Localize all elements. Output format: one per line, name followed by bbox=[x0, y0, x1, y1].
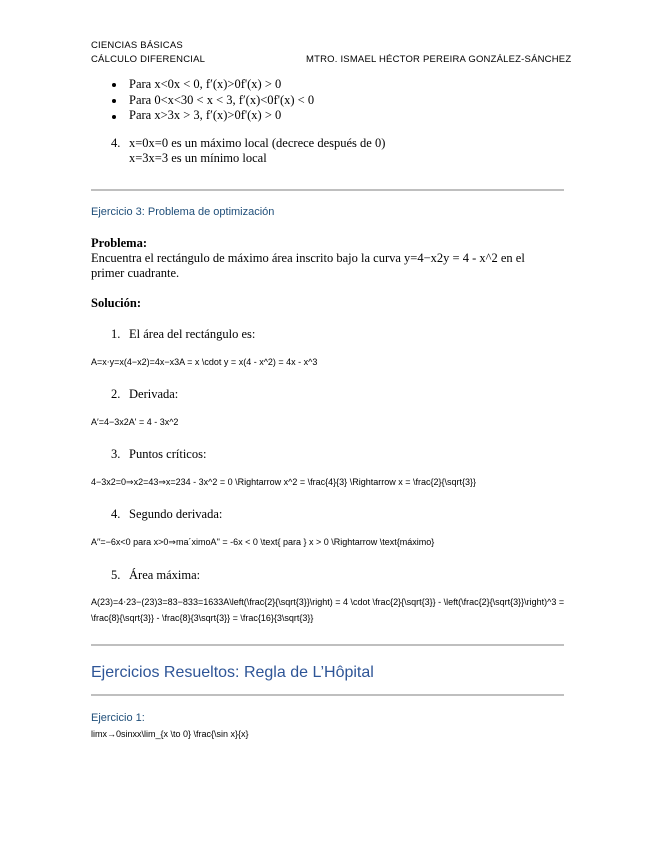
section-divider bbox=[91, 694, 564, 696]
item4-number: 4. bbox=[111, 136, 121, 150]
header-subject: CIENCIAS BÁSICAS bbox=[91, 40, 183, 51]
step-number: 5. bbox=[111, 568, 121, 582]
step-number: 1. bbox=[111, 327, 121, 341]
step-math: A′′=−6x<0 para x>0⇒ma´ximoA'' = -6x < 0 \text{ para } x > 0 \Rightarrow \text{máximo} bbox=[91, 537, 435, 547]
step-number: 3. bbox=[111, 447, 121, 461]
header-course: CÁLCULO DIFERENCIAL bbox=[91, 54, 206, 65]
solution-label: Solución: bbox=[91, 296, 142, 310]
step-number: 4. bbox=[111, 507, 121, 521]
step-label: Segundo derivada: bbox=[129, 507, 223, 521]
item4-line1: x=0x=0 es un máximo local (decrece después de 0) bbox=[129, 136, 386, 150]
step-math: A(23)=4⋅23−(23)3=83−833=1633A\left(\frac{2}{\sqrt{3}}\right) = 4 \cdot \frac{2}{\sqrt{3}} - \left(\frac{2}{\sqrt{3}}\right)^3 = \frac{8}{\sqrt{3}} - \frac{8}{3\sqrt{3}} = \frac{16}{3\sqrt{3}} bbox=[91, 597, 565, 623]
step-math: 4−3x2=0⇒x2=43⇒x=234 - 3x^2 = 0 \Rightarrow x^2 = \frac{4}{3} \Rightarrow x = \frac{2}{\sqrt{3}} bbox=[91, 477, 477, 487]
step-label: El área del rectángulo es: bbox=[129, 327, 256, 341]
header-teacher: MTRO. ISMAEL HÉCTOR PEREIRA GONZÁLEZ-SÁNCHEZ bbox=[306, 54, 572, 65]
bullet-dot bbox=[112, 115, 116, 119]
bullet-dot bbox=[112, 99, 116, 103]
interval-item-1: Para x<0x < 0, f′(x)>0f'(x) > 0 bbox=[129, 77, 282, 91]
hopital-ex1-heading: Ejercicio 1: bbox=[91, 712, 145, 724]
problem-label: Problema: bbox=[91, 236, 148, 250]
step-math: A=x⋅y=x(4−x2)=4x−x3A = x \cdot y = x(4 - x^2) = 4x - x^3 bbox=[91, 357, 318, 367]
ex3-heading: Ejercicio 3: Problema de optimización bbox=[91, 206, 275, 218]
hopital-heading: Ejercicios Resueltos: Regla de L’Hôpital bbox=[91, 664, 374, 681]
step-number: 2. bbox=[111, 387, 121, 401]
item4-line2: x=3x=3 es un mínimo local bbox=[129, 151, 267, 165]
bullet-dot bbox=[112, 83, 116, 87]
step-label: Puntos críticos: bbox=[129, 447, 207, 461]
problem-text: Encuentra el rectángulo de máximo área inscrito bajo la curva y=4−x2y = 4 - x^2 en el primer cuadrante. bbox=[91, 251, 525, 280]
step-label: Derivada: bbox=[129, 387, 179, 401]
section-divider bbox=[91, 189, 564, 191]
step-label: Área máxima: bbox=[129, 568, 201, 582]
interval-item-2: Para 0<x<30 < x < 3, f′(x)<0f'(x) < 0 bbox=[129, 93, 315, 107]
section-divider bbox=[91, 644, 564, 646]
step-math: A′=4−3x2A' = 4 - 3x^2 bbox=[91, 417, 179, 427]
hopital-ex1-math: lim⁡x→0sin⁡xx\lim_{x \to 0} \frac{\sin x}{x} bbox=[91, 729, 249, 739]
interval-item-3: Para x>3x > 3, f′(x)>0f'(x) > 0 bbox=[129, 108, 282, 122]
